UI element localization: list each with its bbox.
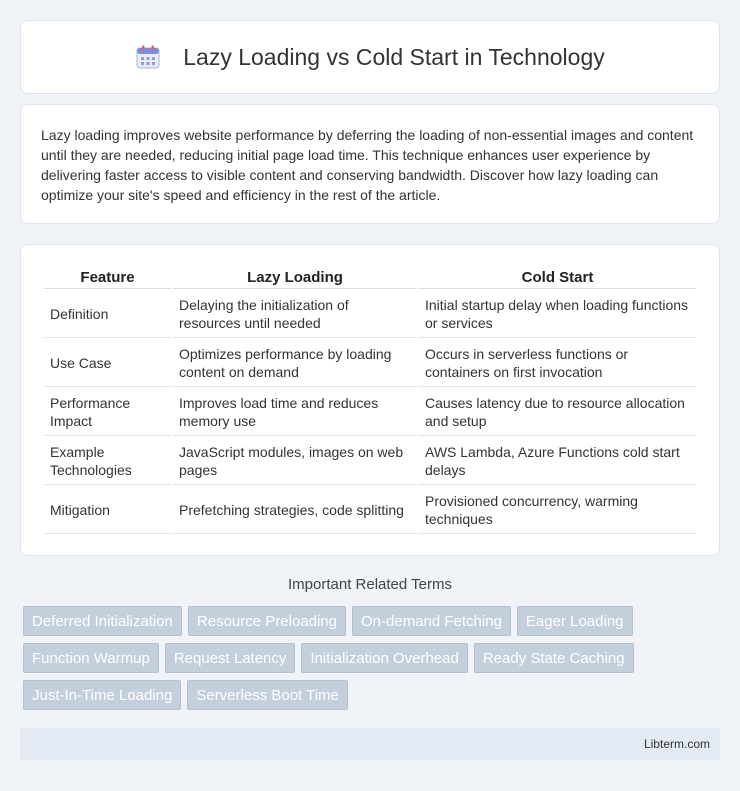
- footer: [20, 728, 720, 760]
- column-header-feature: Feature: [44, 267, 171, 289]
- page-title: Lazy Loading vs Cold Start in Technology: [183, 43, 605, 70]
- tag-function-warmup[interactable]: Function Warmup: [23, 643, 159, 673]
- table-cell: Causes latency due to resource allocation and setup: [419, 389, 696, 436]
- table-row: [44, 389, 696, 436]
- tag-initialization-overhead[interactable]: Initialization Overhead: [301, 643, 467, 673]
- table-cell: Performance Impact: [44, 389, 171, 436]
- table-row: [44, 487, 696, 534]
- table-cell: Mitigation: [44, 487, 171, 534]
- comparison-table-card: [20, 244, 720, 556]
- intro-card: [20, 104, 720, 224]
- related-terms-tags: [20, 606, 720, 710]
- intro-text: Lazy loading improves website performance by deferring the loading of non-essential images and content until they are needed, reducing initial page load time. This technique enhances user experience by delivering faster access to visible content and conserving bandwidth. Discover how lazy loading can optimize your site's speed and efficiency in the rest of the article.: [41, 127, 694, 203]
- column-header-lazy-loading: Lazy Loading: [173, 267, 417, 289]
- table-cell: Optimizes performance by loading content on demand: [173, 340, 417, 387]
- table-row: [44, 438, 696, 485]
- table-cell: Provisioned concurrency, warming techniques: [419, 487, 696, 534]
- table-row: [44, 291, 696, 338]
- tag-resource-preloading[interactable]: Resource Preloading: [188, 606, 346, 636]
- table-cell: Definition: [44, 291, 171, 338]
- related-terms-section: [20, 576, 720, 710]
- comparison-table: [42, 265, 698, 536]
- table-cell: JavaScript modules, images on web pages: [173, 438, 417, 485]
- table-cell: Delaying the initialization of resources until needed: [173, 291, 417, 338]
- table-row: [44, 340, 696, 387]
- tag-serverless-boot-time[interactable]: Serverless Boot Time: [187, 680, 348, 710]
- related-terms-title: Important Related Terms: [288, 576, 452, 593]
- table-cell: Use Case: [44, 340, 171, 387]
- table-cell: Initial startup delay when loading functions or services: [419, 291, 696, 338]
- table-cell: Example Technologies: [44, 438, 171, 485]
- tag-request-latency[interactable]: Request Latency: [165, 643, 296, 673]
- column-header-cold-start: Cold Start: [419, 267, 696, 289]
- table-cell: Prefetching strategies, code splitting: [173, 487, 417, 534]
- header-card: [20, 20, 720, 94]
- table-cell: AWS Lambda, Azure Functions cold start delays: [419, 438, 696, 485]
- tag-just-in-time-loading[interactable]: Just-In-Time Loading: [23, 680, 181, 710]
- table-cell: Improves load time and reduces memory use: [173, 389, 417, 436]
- tag-deferred-initialization[interactable]: Deferred Initialization: [23, 606, 182, 636]
- table-cell: Occurs in serverless functions or containers on first invocation: [419, 340, 696, 387]
- tag-eager-loading[interactable]: Eager Loading: [517, 606, 633, 636]
- tag-ready-state-caching[interactable]: Ready State Caching: [474, 643, 634, 673]
- footer-brand[interactable]: Libterm.com: [643, 737, 710, 751]
- table-header-row: [44, 267, 696, 289]
- tag-on-demand-fetching[interactable]: On-demand Fetching: [352, 606, 511, 636]
- calendar-icon: [135, 44, 161, 70]
